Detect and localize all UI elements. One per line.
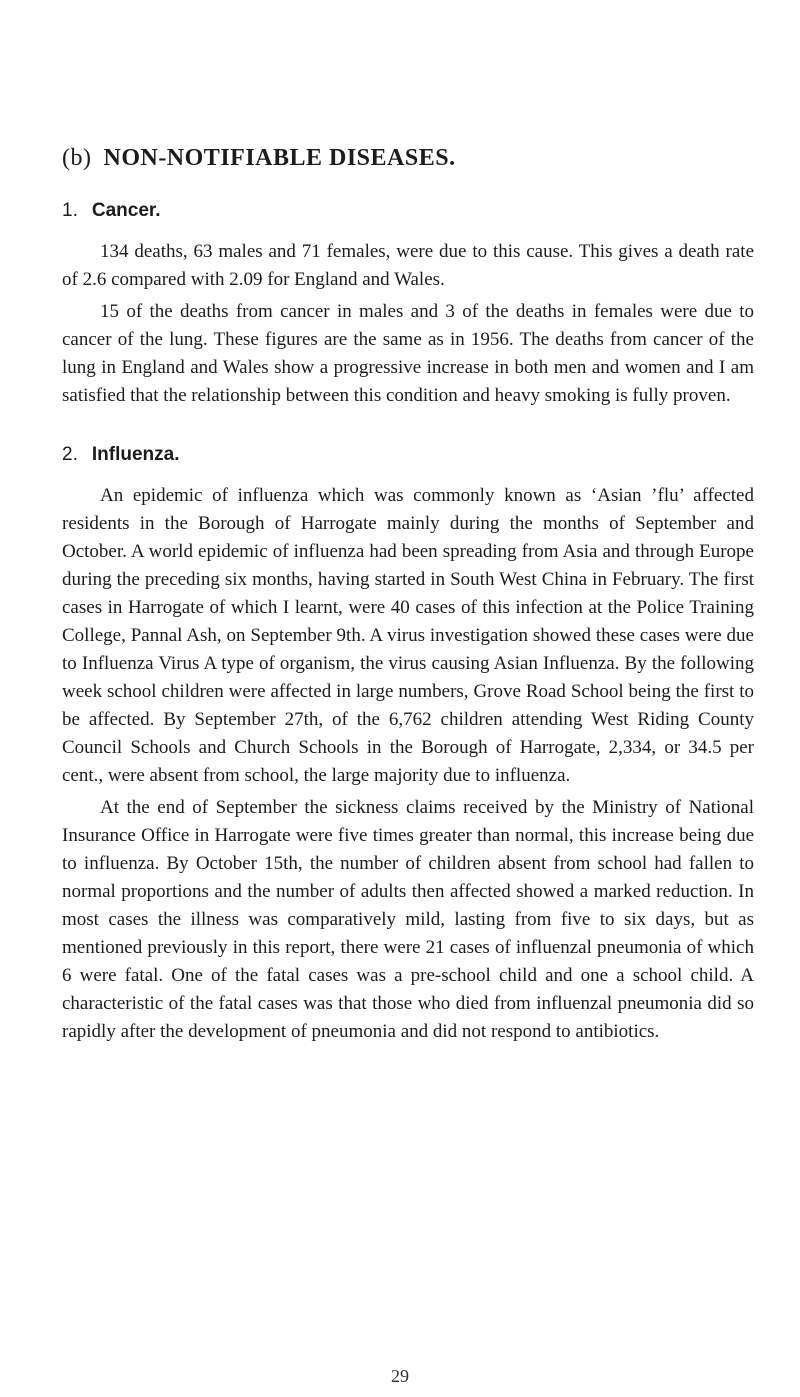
cancer-title: [62, 200, 754, 222]
heading-title: NON-NOTIFIABLE DISEASES.: [103, 145, 456, 171]
page-number: 29: [391, 1366, 409, 1386]
influenza-paragraph-1: An epidemic of influenza which was commonly known as ‘Asian ’flu’ affected residents in the Borough of Harrogate mainly during the months of September and October. A world epidemic of influenza had been spreading from Asia and through Europe during the preceding six months, having started in South West China in February. The first cases in Harrogate of which I learnt, were 40 cases of this infection at the Police Training College, Pannal Ash, on September 9th. A virus investigation showed these cases were due to Influenza Virus A type of organism, the virus causing Asian Influenza. By the following week school children were affected in large numbers, Grove Road School being the first to be affected. By September 27th, of the 6,762 children attending West Riding County Council Schools and Church Schools in the Borough of Harrogate, 2,334, or 34.5 per cent., were absent from school, the large majority due to influenza.: [62, 485, 754, 786]
cancer-number: 1.: [62, 200, 78, 221]
document-page: [62, 145, 754, 1050]
cancer-paragraph-2: 15 of the deaths from cancer in males and 3 of the deaths in females were due to cancer of the lung. These figures are the same as in 1956. The deaths from cancer of the lung in England and Wales show a progressive increase in both men and women and I am satisfied that the relationship between this condition and heavy smoking is fully proven.: [62, 301, 754, 406]
influenza-paragraph-2: At the end of September the sickness claims received by the Ministry of National Insurance Office in Harrogate were five times greater than normal, this increase being due to influenza. By October 15th, the number of children absent from school had fallen to normal proportions and the number of adults then affected showed a marked reduction. In most cases the illness was comparatively mild, lasting from five to six days, but as mentioned previously in this report, there were 21 cases of influenzal pneumonia of which 6 were fatal. One of the fatal cases was a pre-school child and one a school child. A characteristic of the fatal cases was that those who died from influenzal pneumonia did so rapidly after the development of pneumonia and did not respond to antibiotics.: [62, 797, 754, 1042]
section-gap: [62, 414, 754, 444]
section-heading: [62, 145, 754, 172]
heading-label: (b): [62, 145, 92, 171]
cancer-name: Cancer.: [91, 200, 161, 221]
influenza-title: [62, 444, 754, 466]
cancer-paragraph-1: 134 deaths, 63 males and 71 females, were due to this cause. This gives a death rate of 2.6 compared with 2.09 for England and Wales.: [62, 241, 754, 290]
influenza-number: 2.: [62, 444, 78, 465]
influenza-name: Influenza.: [91, 444, 180, 465]
